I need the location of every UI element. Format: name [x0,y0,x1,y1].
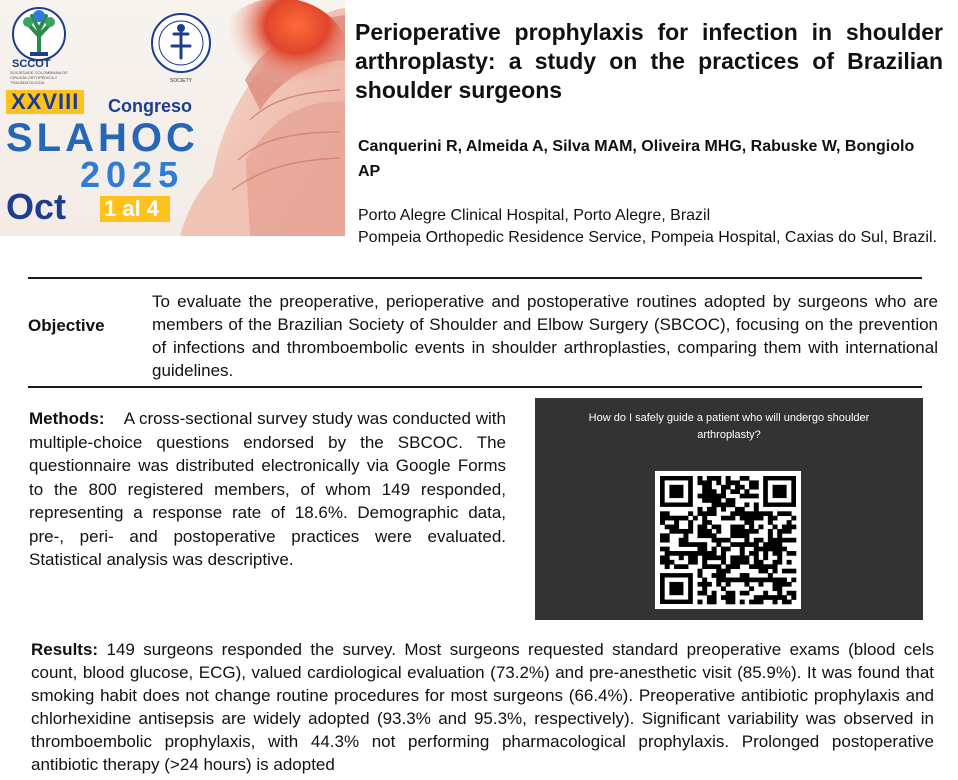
objective-label: Objective [28,316,105,335]
qr-code-icon [655,471,801,609]
methods-text: A cross-sectional survey study was conducted with multiple-choice questions endorsed by the SBCOC. The questionnaire was distributed electronically via Google Forms to the 800 registered members, of whom 149 responded, representing a response rate of 18.6%. Demographic data, pre-, peri- and postoperative practices were evaluated. Statistical analysis was descriptive. [29,409,506,569]
congress-month: Oct [6,186,67,227]
congress-edition: XXVIII [6,90,84,114]
sccot-name: SCCOT [12,58,51,70]
author-list: Canquerini R, Almeida A, Silva MAM, Oliveira MHG, Rabuske W, Bongiolo AP [358,138,915,180]
congress-dates: 1 al 4 [100,196,170,222]
divider-bottom [28,386,922,388]
congress-name: SLAHOC [6,116,199,160]
objective-text: To evaluate the preoperative, perioperative and postoperative routines adopted by surgeons who are members of the Brazilian Society of Shoulder and Elbow Surgery (SBCOC), focusing on the prevention of infections and thromboembolic events in shoulder arthroplasties, comparing them with international guidelines. [152,292,938,380]
qr-code[interactable] [655,471,801,609]
results-section [31,638,934,776]
qr-caption: How do I safely guide a patient who will undergo shoulder arthroplasty? [588,412,870,441]
society-seal-icon [150,12,212,74]
affiliations [358,205,938,249]
poster-title: Perioperative prophylaxis for infection in shoulder arthroplasty: a study on the practices of Brazilian shoulder surgeons [355,19,943,103]
affiliation-2: Pompeia Orthopedic Residence Service, Pompeia Hospital, Caxias do Sul, Brazil. [358,229,937,246]
divider-top [28,277,922,279]
congress-word: Congreso [108,96,193,116]
congress-banner [0,0,345,236]
results-label: Results: [31,640,99,659]
qr-panel [535,398,923,620]
sccot-logo-icon [10,6,68,66]
affiliation-1: Porto Alegre Clinical Hospital, Porto Alegre, Brazil [358,207,711,224]
methods-label: Methods: [29,409,105,428]
sccot-subtitle: SOCIEDADE COLOMBIANA DE CIRUGÍA ORTOPÉDICA Y TRAUMATOLOGÍA [10,70,68,85]
methods-section [29,407,506,572]
results-text: 149 surgeons responded the survey. Most surgeons requested standard preoperative exams (blood cels count, blood glucose, ECG), valued cardiological evaluation (73.2%) and pre-anesthetic visit (85.9%). It was found that smoking habit does not change routine procedures for most surgeons (66.4%). Preoperative antibiotic prophylaxis and chlorhexidine antisepsis are widely adopted (93.3% and 95.3%, respectively). Significant variability was observed in thromboembolic prophylaxis, with 44.3% not performing pharmacological prophylaxis. Prolonged postoperative antibiotic therapy (>24 hours) is adopted [31,640,934,774]
seal-label: SOCIETY [170,78,192,84]
congress-year: 2025 [80,154,185,195]
